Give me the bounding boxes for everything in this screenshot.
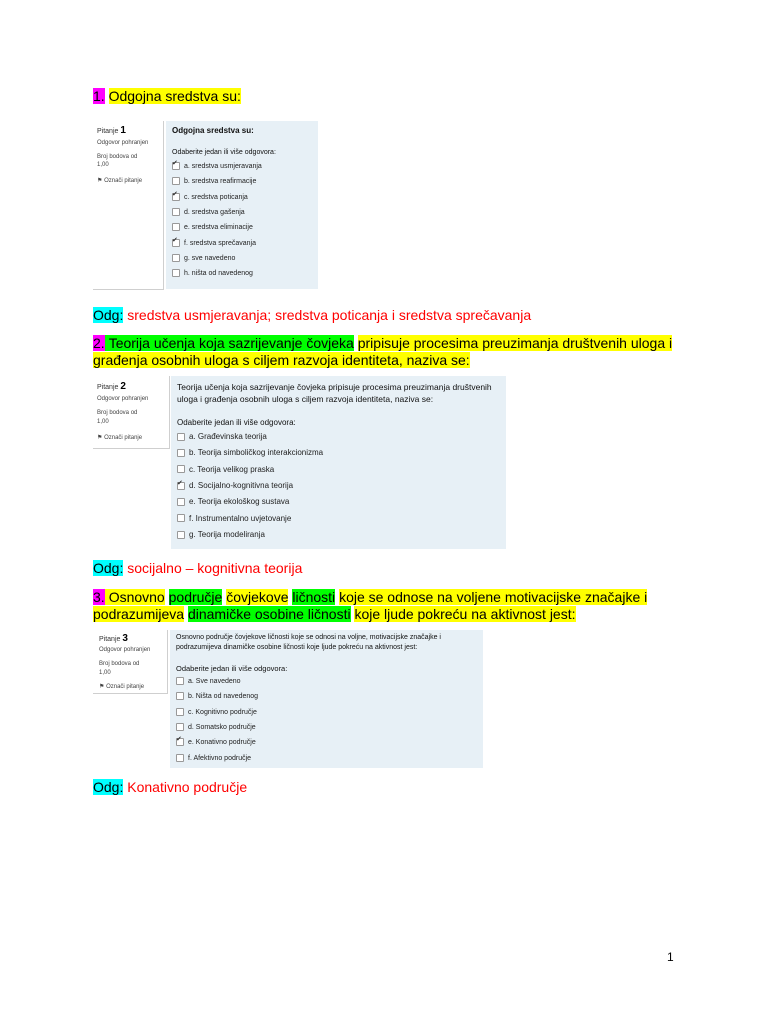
flag-question-link[interactable]: ⚑ Označi pitanje (97, 435, 143, 441)
answer-1-text: sredstva usmjeravanja; sredstva poticanja i sredstva sprečavanja (127, 307, 532, 323)
answer-option[interactable] (176, 723, 256, 731)
answer-option[interactable] (177, 448, 323, 457)
question-info-panel (93, 121, 164, 290)
page-number: 1 (667, 950, 674, 964)
answer-option[interactable] (176, 708, 257, 716)
checkbox[interactable] (172, 177, 180, 185)
answer-2 (93, 560, 302, 577)
answer-status: Odgovor pohranjen (99, 647, 151, 653)
instruction-text: Odaberite jedan ili više odgovora: (172, 149, 276, 156)
question-text: Odgojna sredstva su: (172, 126, 254, 135)
answer-option[interactable] (172, 254, 235, 262)
answer-status: Odgovor pohranjen (97, 140, 149, 146)
checkbox[interactable] (176, 754, 184, 762)
checkbox[interactable] (176, 692, 184, 700)
question-2-text-1: pripisuje procesima preuzimanja društvenih uloga i (357, 335, 673, 351)
question-3-text-2: čovjekove (226, 589, 289, 605)
answer-option-label: g. sve navedeno (184, 254, 236, 262)
answer-option-label: e. Konativno područje (188, 739, 256, 747)
question-3-heading-line1 (93, 589, 647, 606)
question-box (166, 121, 318, 289)
question-3-highlight-3: dinamičke osobine ličnosti (187, 606, 351, 622)
checkbox-checked[interactable] (172, 239, 180, 247)
question-1-heading (93, 88, 241, 105)
question-info-panel (93, 630, 168, 694)
quiz-screenshot-1 (93, 121, 318, 289)
points-label: Broj bodova od (97, 410, 138, 416)
question-1-number: 1. (93, 88, 105, 104)
answer-option[interactable] (177, 432, 267, 441)
answer-option[interactable] (172, 193, 248, 201)
answer-option[interactable] (176, 754, 251, 762)
question-1-title: Odgojna sredstva su: (108, 88, 241, 104)
answer-option[interactable] (172, 269, 253, 277)
answer-option-label: c. sredstva poticanja (184, 193, 248, 201)
points-value: 1,00 (99, 670, 111, 676)
flag-question-link[interactable]: ⚑ Označi pitanje (99, 684, 145, 690)
question-3-highlight-1: područje (168, 589, 223, 605)
checkbox-checked[interactable] (177, 482, 185, 490)
checkbox[interactable] (172, 254, 180, 262)
answer-option-label: d. sredstva gašenja (184, 208, 245, 216)
flag-icon: ⚑ (99, 684, 105, 690)
checkbox[interactable] (172, 223, 180, 231)
answer-option-label: h. ništa od navedenog (184, 269, 253, 277)
checkbox[interactable] (172, 269, 180, 277)
answer-option[interactable] (176, 738, 256, 746)
answer-option[interactable] (177, 514, 291, 523)
checkbox[interactable] (177, 498, 185, 506)
question-number-label: Pitanje 1 (97, 125, 126, 136)
question-3-text-3: koje se odnose na voljene motivacijske značajke i (339, 589, 648, 605)
flag-icon: ⚑ (97, 435, 103, 441)
answer-option-label: d. Somatsko područje (188, 723, 256, 731)
answer-1 (93, 307, 531, 324)
answer-3-text: Konativno područje (127, 779, 248, 795)
answer-option[interactable] (176, 677, 241, 685)
checkbox[interactable] (177, 514, 185, 522)
question-2-text-2: građenja osobnih uloga s ciljem razvoja identiteta, naziva se: (93, 352, 470, 368)
instruction-text: Odaberite jedan ili više odgovora: (177, 418, 296, 427)
question-info-panel (93, 376, 170, 449)
answer-option-label: a. sredstva usmjeravanja (184, 162, 262, 170)
answer-3-label: Odg: (93, 779, 124, 795)
answer-option-label: d. Socijalno-kognitivna teorija (189, 480, 294, 490)
quiz-screenshot-3 (93, 630, 483, 768)
answer-option[interactable] (172, 223, 253, 231)
question-text: Osnovno područje čovjekove ličnosti koje se odnosi na voljne, motivacijske značajke i podrazumijeva dinamičke osobine ličnosti koje ljude pokreću na aktivnost jest: (176, 634, 441, 651)
question-2-number: 2. (93, 335, 105, 351)
checkbox[interactable] (176, 708, 184, 716)
points-value: 1,00 (97, 162, 109, 168)
question-2-heading-line2 (93, 352, 470, 369)
answer-3 (93, 779, 247, 796)
points-value: 1,00 (97, 419, 109, 425)
points-label: Broj bodova od (99, 661, 140, 667)
answer-option-label: a. Građevinska teorija (189, 432, 267, 441)
instruction-text: Odaberite jedan ili više odgovora: (176, 664, 288, 673)
answer-option-label: b. Ništa od navedenog (188, 693, 259, 701)
answer-option-label: b. sredstva reafirmacije (184, 178, 257, 186)
answer-option-label: f. Afektivno područje (188, 754, 252, 762)
checkbox[interactable] (177, 433, 185, 441)
checkbox[interactable] (172, 208, 180, 216)
checkbox-checked[interactable] (176, 738, 184, 746)
answer-option-label: f. Instrumentalno uvjetovanje (189, 513, 292, 523)
question-box (170, 630, 483, 768)
question-3-heading-line2 (93, 606, 576, 623)
answer-option-label: b. Teorija simboličkog interakcionizma (189, 448, 324, 458)
answer-option-label: a. Sve navedeno (188, 677, 241, 685)
answer-option[interactable] (177, 465, 274, 474)
answer-2-text: socijalno – kognitivna teorija (127, 560, 303, 576)
question-box (171, 376, 506, 549)
answer-option[interactable] (172, 239, 256, 247)
answer-option-label: c. Kognitivno područje (188, 708, 257, 716)
answer-status: Odgovor pohranjen (97, 396, 149, 402)
answer-option[interactable] (177, 497, 289, 506)
answer-option[interactable] (177, 481, 293, 490)
answer-option[interactable] (172, 208, 245, 216)
answer-option[interactable] (172, 162, 262, 170)
question-number-label: Pitanje 3 (99, 633, 128, 644)
answer-2-label: Odg: (93, 560, 124, 576)
checkbox-checked[interactable] (172, 193, 180, 201)
question-2-heading-line1 (93, 335, 672, 352)
checkbox[interactable] (177, 465, 185, 473)
checkbox[interactable] (176, 677, 184, 685)
checkbox[interactable] (176, 723, 184, 731)
answer-option-label: c. Teorija velikog praska (189, 464, 275, 474)
checkbox-checked[interactable] (172, 162, 180, 170)
question-3-text-4: podrazumijeva (93, 606, 185, 622)
flag-question-link[interactable]: ⚑ Označi pitanje (97, 178, 143, 184)
question-3-number: 3. (93, 589, 105, 605)
points-label: Broj bodova od (97, 154, 138, 160)
flag-icon: ⚑ (97, 178, 103, 184)
answer-option[interactable] (172, 177, 256, 185)
question-text: Teorija učenja koja sazrijevanje čovjeka pripisuje procesima preuzimanja društvenih uloga i građenja osobnih uloga s ciljem razvoja identiteta, naziva se: (177, 382, 492, 404)
question-3-text-1: Osnovno (105, 589, 165, 605)
answer-1-label: Odg: (93, 307, 124, 323)
checkbox[interactable] (177, 531, 185, 539)
answer-option-label: e. Teorija ekološkog sustava (189, 497, 290, 507)
question-2-highlight: Teorija učenja koja sazrijevanje čovjeka (105, 335, 354, 351)
question-3-text-5: koje ljude pokreću na aktivnost jest: (354, 606, 576, 622)
checkbox[interactable] (177, 449, 185, 457)
quiz-screenshot-2 (93, 376, 506, 549)
answer-option-label: e. sredstva eliminacije (184, 224, 253, 232)
answer-option[interactable] (176, 692, 258, 700)
answer-option-label: f. sredstva sprečavanja (184, 239, 256, 247)
question-number-label: Pitanje 2 (97, 381, 126, 392)
question-3-highlight-2: ličnosti (292, 589, 336, 605)
answer-option[interactable] (177, 530, 265, 539)
answer-option-label: g. Teorija modeliranja (189, 529, 265, 539)
